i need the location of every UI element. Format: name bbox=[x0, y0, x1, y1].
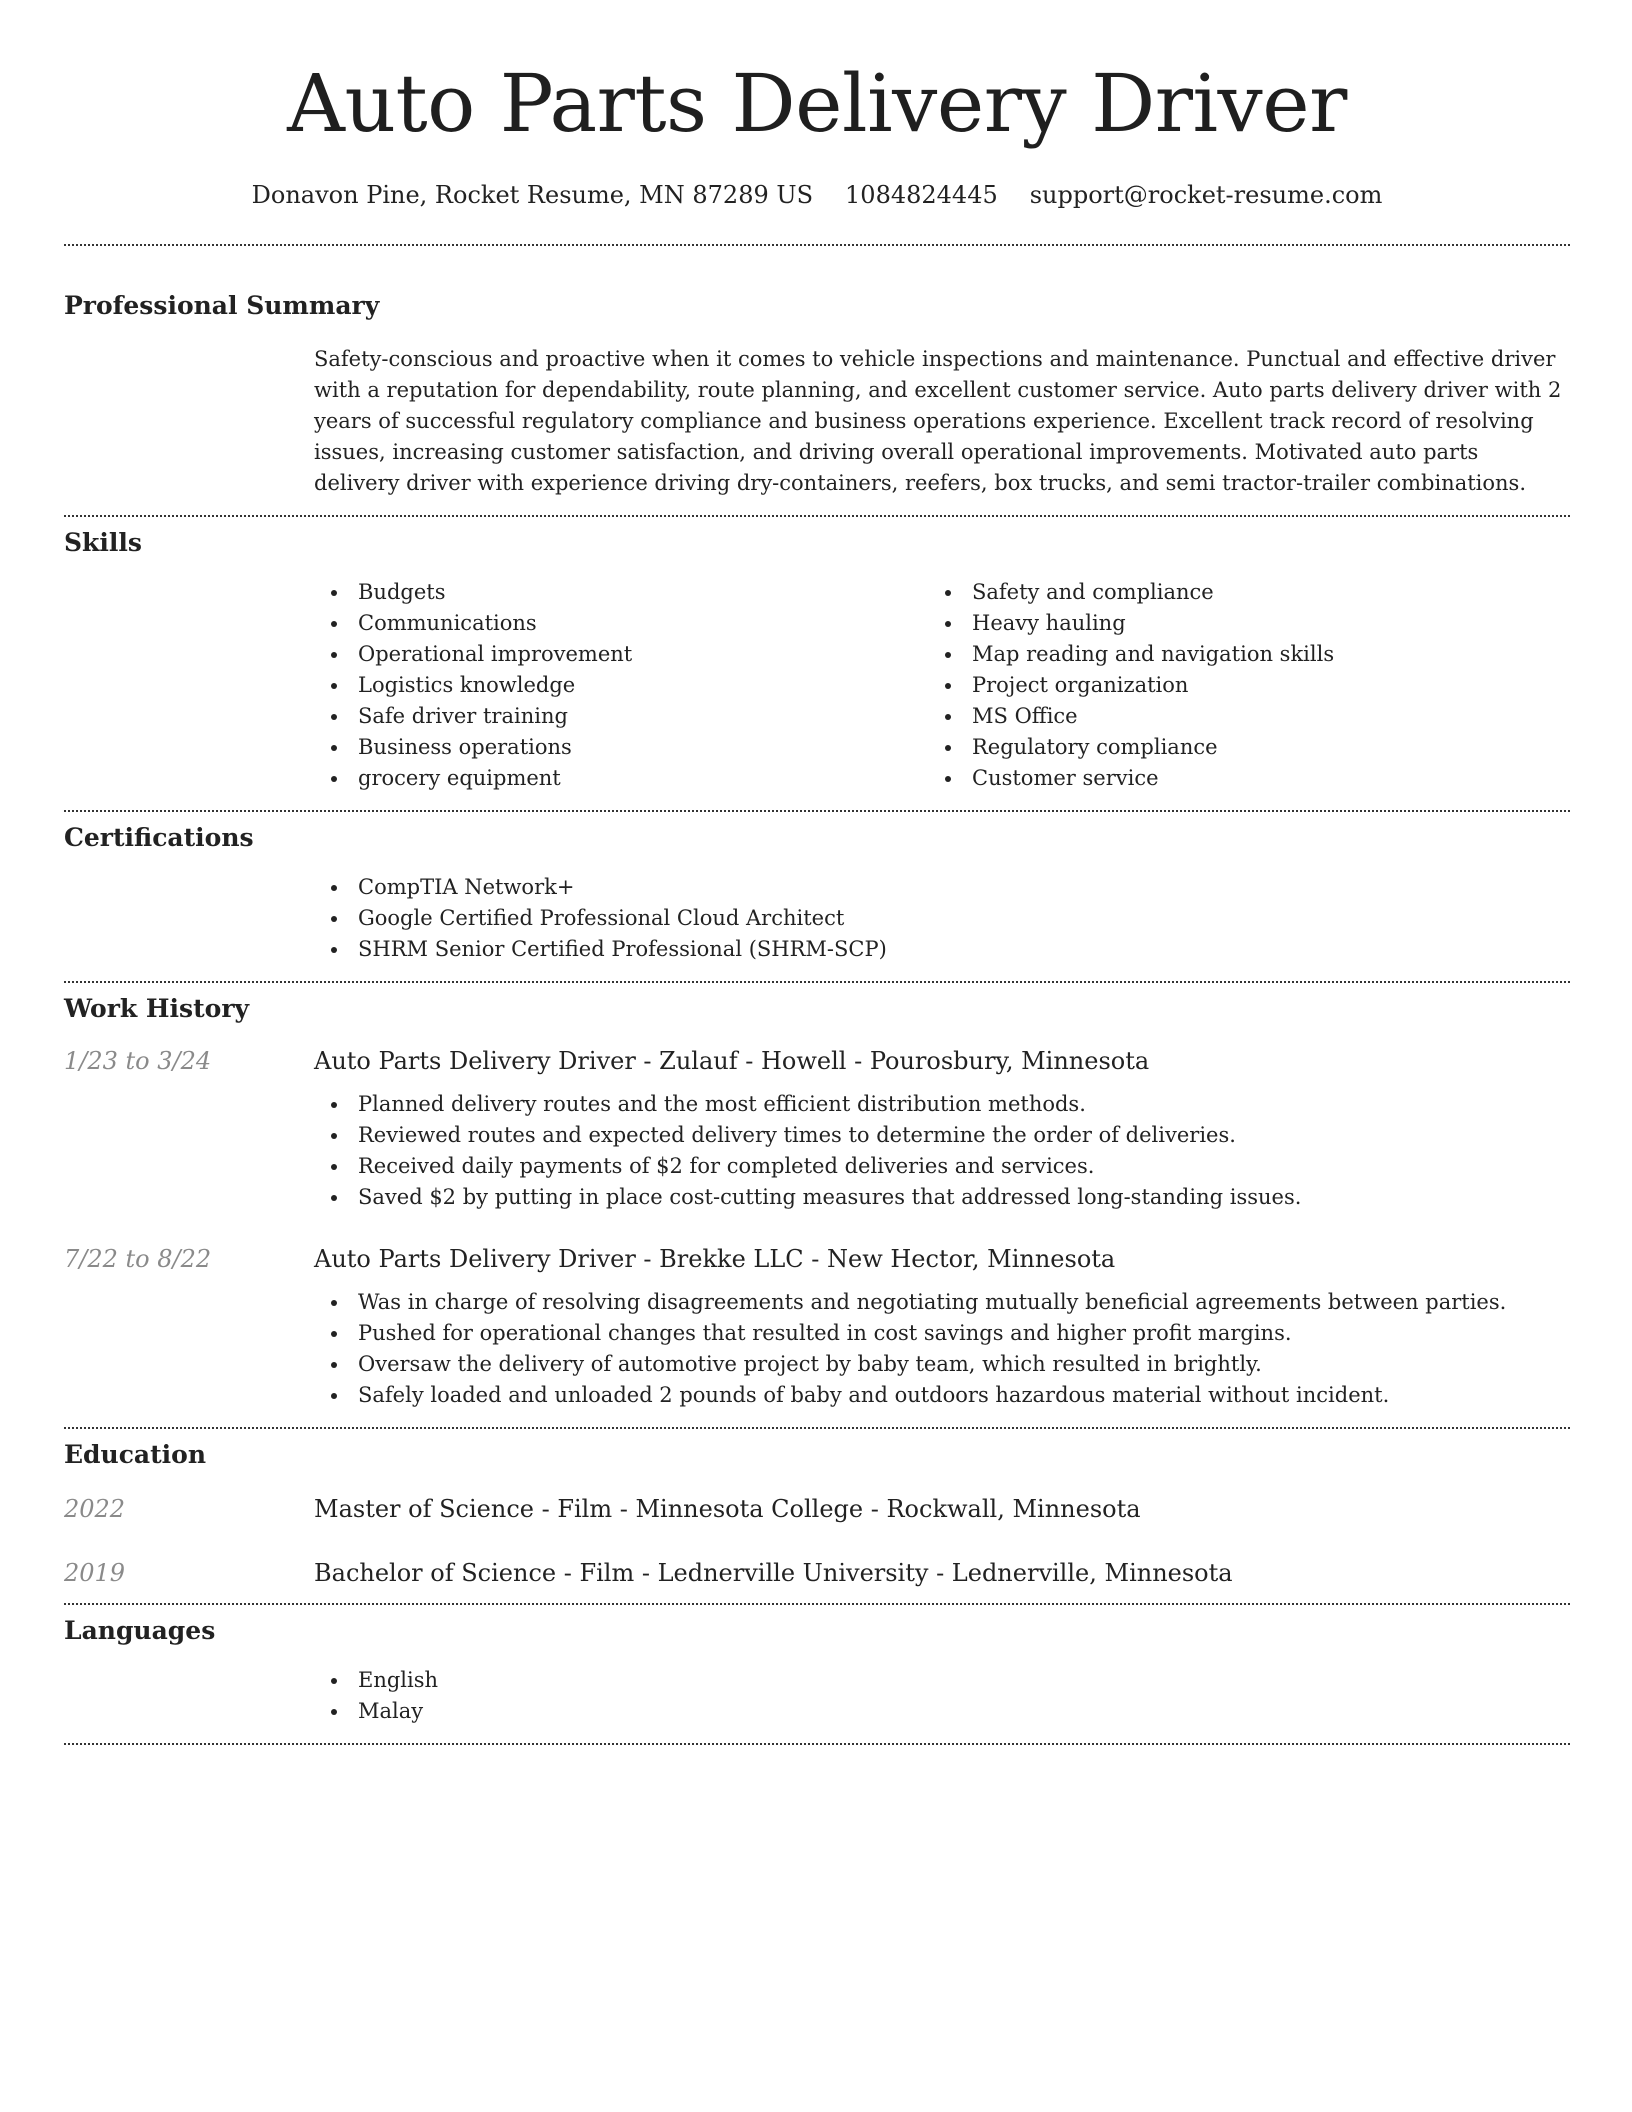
skills-list-right bbox=[928, 577, 1542, 794]
skill-item: MS Office bbox=[928, 701, 1542, 732]
education-degree: Bachelor of Science - Film - Lednerville University - Lednerville, Minnesota bbox=[314, 1559, 1233, 1587]
job-bullet: Safely loaded and unloaded 2 pounds of baby and outdoors hazardous material without incident. bbox=[314, 1380, 1570, 1411]
resume-page bbox=[64, 0, 1570, 1745]
skill-item: Safety and compliance bbox=[928, 577, 1542, 608]
education-degree: Master of Science - Film - Minnesota College - Rockwall, Minnesota bbox=[314, 1495, 1141, 1523]
skill-item: Project organization bbox=[928, 670, 1542, 701]
certification-item: CompTIA Network+ bbox=[314, 872, 1570, 903]
divider bbox=[64, 1743, 1570, 1745]
section-heading-education: Education bbox=[64, 1440, 207, 1469]
skill-item: Business operations bbox=[314, 732, 928, 763]
divider bbox=[64, 981, 1570, 983]
skills-section bbox=[64, 527, 1570, 794]
skill-item: Map reading and navigation skills bbox=[928, 639, 1542, 670]
divider bbox=[64, 1427, 1570, 1429]
skill-item: Heavy hauling bbox=[928, 608, 1542, 639]
skills-columns bbox=[314, 577, 1570, 794]
education-entry bbox=[64, 1559, 1570, 1587]
job-bullet: Was in charge of resolving disagreements and negotiating mutually beneficial agreements between parties. bbox=[314, 1287, 1570, 1318]
job-bullet: Planned delivery routes and the most efficient distribution methods. bbox=[314, 1089, 1570, 1120]
divider bbox=[64, 515, 1570, 517]
section-heading-languages: Languages bbox=[64, 1616, 216, 1645]
certification-item: Google Certified Professional Cloud Architect bbox=[314, 903, 1570, 934]
job-bullet: Oversaw the delivery of automotive project by baby team, which resulted in brightly. bbox=[314, 1349, 1570, 1380]
divider bbox=[64, 810, 1570, 812]
job-bullet: Saved $2 by putting in place cost-cutting measures that addressed long-standing issues. bbox=[314, 1182, 1570, 1213]
section-heading-work-history: Work History bbox=[64, 994, 250, 1023]
skill-item: Customer service bbox=[928, 763, 1542, 794]
summary-text: Safety-conscious and proactive when it comes to vehicle inspections and maintenance. Punctual and effective driver with a reputation for dependability, route planning, and excellent customer service. Auto parts delivery driver with 2 years of successful regulatory compliance and business operations experience. Excellent track record of resolving issues, increasing customer satisfaction, and driving overall operational improvements. Motivated auto parts delivery driver with experience driving dry-containers, reefers, box trucks, and semi tractor-trailer combinations. bbox=[314, 347, 1562, 495]
divider bbox=[64, 1603, 1570, 1605]
education-entry bbox=[64, 1495, 1570, 1523]
skill-item: Safe driver training bbox=[314, 701, 928, 732]
job-dates: 1/23 to 3/24 bbox=[64, 1047, 212, 1075]
skill-item: Operational improvement bbox=[314, 639, 928, 670]
job-title: Auto Parts Delivery Driver - Zulauf - Howell - Pourosbury, Minnesota bbox=[314, 1047, 1150, 1075]
contact-address: Donavon Pine, Rocket Resume, MN 87289 US bbox=[251, 181, 814, 209]
certifications-list bbox=[314, 872, 1570, 965]
job-bullet: Reviewed routes and expected delivery times to determine the order of deliveries. bbox=[314, 1120, 1570, 1151]
job-bullets bbox=[314, 1287, 1570, 1411]
language-item: Malay bbox=[314, 1696, 1570, 1727]
certification-item: SHRM Senior Certified Professional (SHRM-SCP) bbox=[314, 934, 1570, 965]
job-bullets bbox=[314, 1089, 1570, 1213]
skill-item: Regulatory compliance bbox=[928, 732, 1542, 763]
resume-title: Auto Parts Delivery Driver bbox=[287, 57, 1347, 150]
education-year: 2019 bbox=[64, 1559, 126, 1587]
section-heading-certifications: Certifications bbox=[64, 823, 254, 852]
job-bullet: Pushed for operational changes that resulted in cost savings and higher profit margins. bbox=[314, 1318, 1570, 1349]
job-header bbox=[64, 1245, 1570, 1273]
section-heading-summary: Professional Summary bbox=[64, 291, 380, 320]
language-item: English bbox=[314, 1665, 1570, 1696]
job-header bbox=[64, 1047, 1570, 1075]
contact-phone: 1084824445 bbox=[845, 181, 998, 209]
skill-item: Communications bbox=[314, 608, 928, 639]
summary-section bbox=[64, 290, 1570, 499]
education-year: 2022 bbox=[64, 1495, 126, 1523]
certifications-section bbox=[64, 822, 1570, 965]
job-bullet: Received daily payments of $2 for completed deliveries and services. bbox=[314, 1151, 1570, 1182]
section-heading-skills: Skills bbox=[64, 528, 142, 557]
skill-item: Budgets bbox=[314, 577, 928, 608]
skill-item: Logistics knowledge bbox=[314, 670, 928, 701]
divider bbox=[64, 244, 1570, 246]
work-history-section bbox=[64, 993, 1570, 1411]
languages-list bbox=[314, 1665, 1570, 1727]
skills-list-left bbox=[314, 577, 928, 794]
skill-item: grocery equipment bbox=[314, 763, 928, 794]
contact-email: support@rocket-resume.com bbox=[1029, 181, 1383, 209]
contact-line bbox=[64, 180, 1570, 210]
job-dates: 7/22 to 8/22 bbox=[64, 1245, 212, 1273]
job-title: Auto Parts Delivery Driver - Brekke LLC - New Hector, Minnesota bbox=[314, 1245, 1116, 1273]
education-section bbox=[64, 1439, 1570, 1587]
languages-section bbox=[64, 1615, 1570, 1727]
